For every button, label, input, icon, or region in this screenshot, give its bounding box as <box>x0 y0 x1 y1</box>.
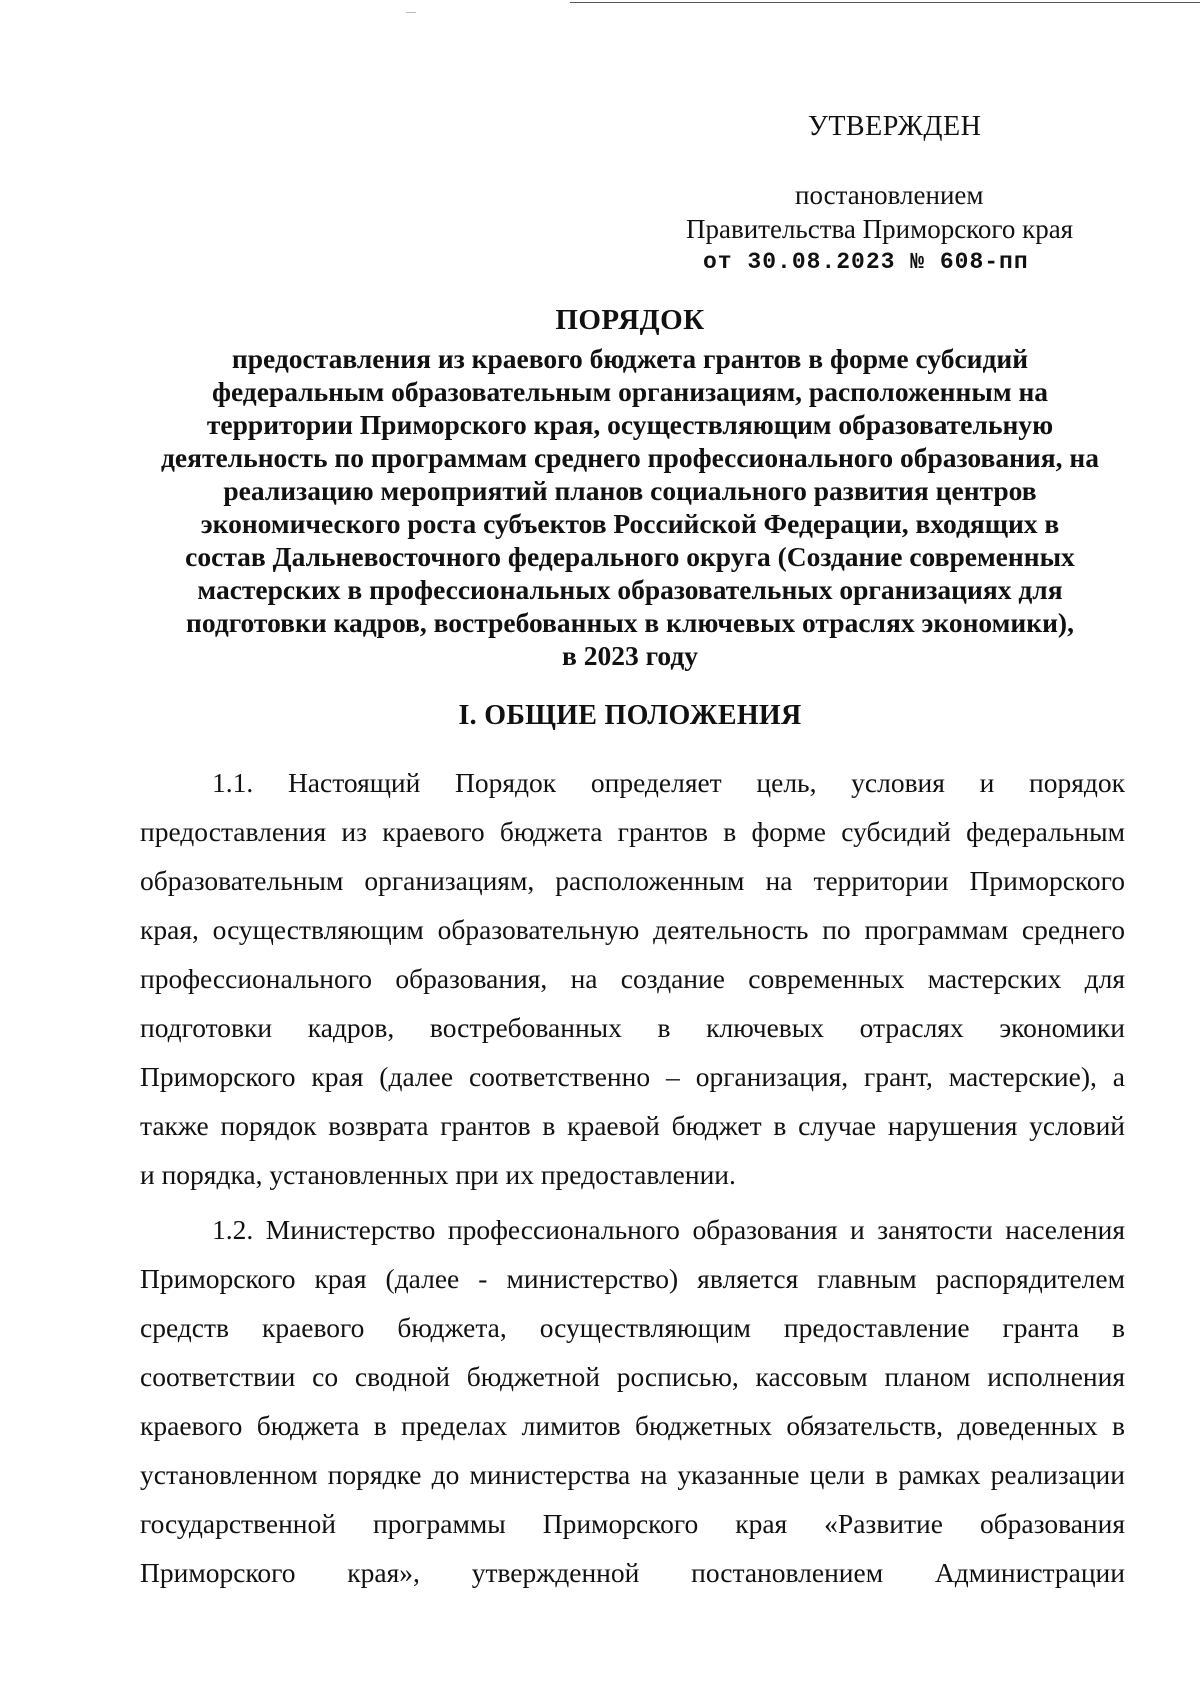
paragraph-line: также порядок возврата грантов в краевой бюджет в случае нарушения условий <box>140 1110 1125 1141</box>
subtitle-line: состав Дальневосточного федерального округа (Создание современных <box>185 541 1075 572</box>
paragraph-line: подготовки кадров, востребованных в ключевых отраслях экономики <box>140 1012 1125 1043</box>
paragraph-line: 1.2. Министерство профессионального образования и занятости населения <box>212 1214 1125 1245</box>
subtitle-line: федеральным образовательным организациям, расположенным на <box>211 376 1049 407</box>
approval-stamp-line-1: постановлением <box>795 180 984 210</box>
paragraph-line: и порядка, установленных при их предоставлении. <box>140 1159 736 1190</box>
subtitle-line: экономического роста субъектов Российской Федерации, входящих в <box>200 508 1060 539</box>
scan-artifact <box>406 12 416 13</box>
paragraph-line: края, осуществляющим образовательную деятельность по программам среднего <box>140 914 1125 945</box>
paragraph-line: установленном порядке до министерства на указанные цели в рамках реализации <box>140 1459 1125 1490</box>
paragraph-line: соответствии со сводной бюджетной росписью, кассовым планом исполнения <box>140 1361 1125 1392</box>
subtitle-line: деятельность по программам среднего профессионального образования, на <box>161 442 1099 473</box>
approval-stamp-date-number: от 30.08.2023 № 608-пп <box>703 249 1029 275</box>
subtitle-line: подготовки кадров, востребованных в ключевых отраслях экономики), <box>186 607 1074 638</box>
paragraph-line: Приморского края», утвержденной постановлением Администрации <box>140 1557 1125 1588</box>
section-heading: I. ОБЩИЕ ПОЛОЖЕНИЯ <box>458 700 802 731</box>
subtitle-line: реализацию мероприятий планов социального развития центров <box>223 475 1037 506</box>
subtitle-line: территории Приморского края, осуществляющим образовательную <box>206 409 1054 440</box>
document-subtitle <box>130 342 1130 672</box>
approval-stamp-title: УТВЕРЖДЕН <box>808 111 982 142</box>
subtitle-line: мастерских в профессиональных образовательных организациях для <box>197 574 1063 605</box>
paragraph-line: 1.1. Настоящий Порядок определяет цель, условия и порядок <box>212 767 1125 798</box>
paragraph-line: Приморского края (далее - министерство) является главным распорядителем <box>140 1263 1125 1294</box>
paragraph-1-1 <box>140 758 1125 1199</box>
document-title: ПОРЯДОК <box>555 304 705 336</box>
paragraph-line: профессионального образования, на создание современных мастерских для <box>140 963 1125 994</box>
subtitle-line: в 2023 году <box>561 640 699 671</box>
paragraph-line: краевого бюджета в пределах лимитов бюджетных обязательств, доведенных в <box>140 1410 1125 1441</box>
scan-border-line <box>570 2 1200 3</box>
paragraph-line: государственной программы Приморского края «Развитие образования <box>140 1508 1125 1539</box>
paragraph-line: образовательным организациям, расположенным на территории Приморского <box>140 865 1125 896</box>
paragraph-1-2 <box>140 1205 1125 1597</box>
paragraph-line: Приморского края (далее соответственно – организация, грант, мастерские), а <box>140 1061 1125 1092</box>
paragraph-line: предоставления из краевого бюджета грантов в форме субсидий федеральным <box>140 816 1125 847</box>
approval-stamp-line-2: Правительства Приморского края <box>686 214 1074 244</box>
paragraph-line: средств краевого бюджета, осуществляющим предоставление гранта в <box>140 1312 1125 1343</box>
subtitle-line: предоставления из краевого бюджета грантов в форме субсидий <box>231 343 1029 374</box>
